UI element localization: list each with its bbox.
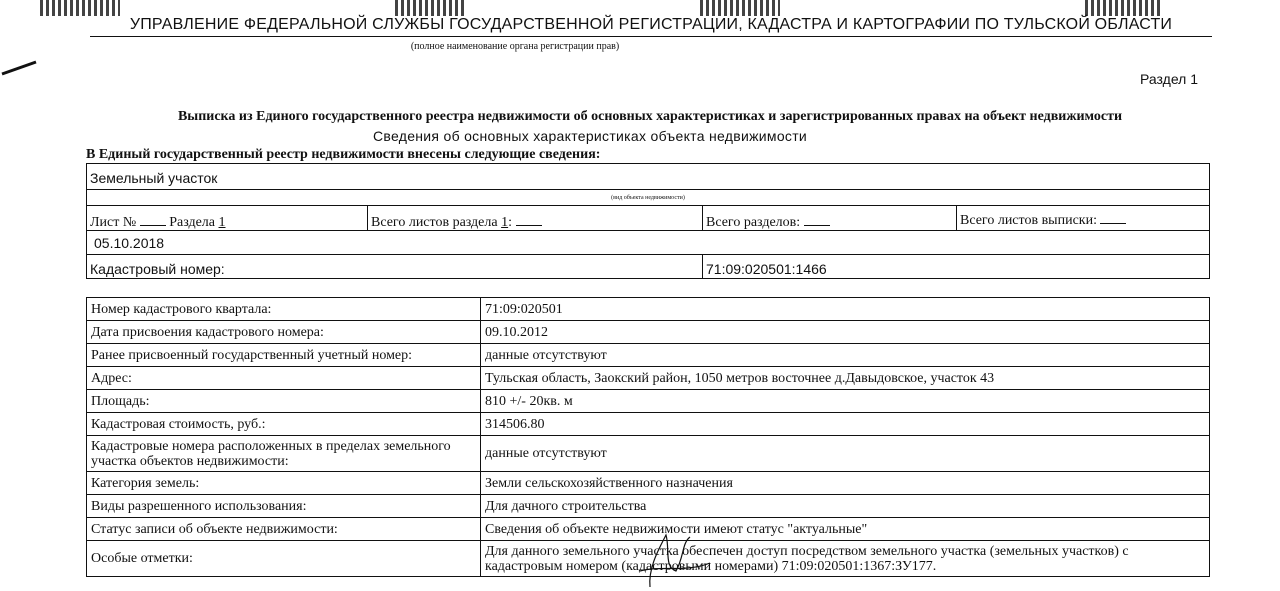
org-caption: (полное наименование органа регистрации прав): [410, 41, 620, 52]
row-value: 09.10.2012: [481, 321, 1210, 344]
extract-date: 05.10.2018: [94, 235, 165, 251]
document-title: Выписка из Единого государственного реестра недвижимости об основных характеристиках и зарегистрированных правах на объект недвижимости: [177, 109, 1123, 124]
org-underline: [90, 36, 1212, 37]
stamp-fragment: [395, 0, 465, 16]
row-label: Площадь:: [87, 390, 481, 413]
header-table: [86, 163, 1210, 279]
table-row: [87, 436, 1210, 472]
row-label: Номер кадастрового квартала:: [87, 298, 481, 321]
table-row: [87, 367, 1210, 390]
org-name: УПРАВЛЕНИЕ ФЕДЕРАЛЬНОЙ СЛУЖБЫ ГОСУДАРСТВЕННОЙ РЕГИСТРАЦИИ, КАДАСТРА И КАРТОГРАФИИ ПО ТУЛЬСКОЙ ОБЛАСТИ: [129, 16, 1173, 33]
row-label: Виды разрешенного использования:: [87, 495, 481, 518]
table-row: [87, 472, 1210, 495]
table-row: [87, 495, 1210, 518]
row-value: данные отсутствуют: [481, 436, 1210, 472]
pen-mark: [0, 50, 40, 80]
stamp-fragment: [1085, 0, 1160, 16]
sheet-number: Лист № Раздела 1: [90, 215, 226, 230]
row-value: Для дачного строительства: [481, 495, 1210, 518]
signature-mark: [600, 527, 730, 591]
table-row: [87, 298, 1210, 321]
row-label: Категория земель:: [87, 472, 481, 495]
total-sheets-extract: Всего листов выписки:: [960, 211, 1126, 229]
row-value: Тульская область, Заокский район, 1050 метров восточнее д.Давыдовское, участок 43: [481, 367, 1210, 390]
stamp-fragment: [40, 0, 120, 16]
object-type: Земельный участок: [90, 170, 218, 186]
object-type-caption: (вид объекта недвижимости): [611, 195, 685, 201]
total-sheets-section: Всего листов раздела 1:: [371, 213, 542, 231]
row-value: Земли сельскохозяйственного назначения: [481, 472, 1210, 495]
table-row: [87, 344, 1210, 367]
row-label: Кадастровая стоимость, руб.:: [87, 413, 481, 436]
section-label: Раздел 1: [1140, 71, 1198, 87]
row-label: Кадастровые номера расположенных в пределах земельного участка объектов недвижимости:: [87, 436, 481, 472]
cadastral-label: Кадастровый номер:: [90, 261, 225, 277]
row-label: Ранее присвоенный государственный учетный номер:: [87, 344, 481, 367]
row-value: Для данного земельного участка обеспечен доступ посредством земельного участка (земельных участков) с кадастровым номером (кадастровыми номерами) 71:09:020501:1367:ЗУ177.: [481, 541, 1210, 577]
table-row: [87, 390, 1210, 413]
row-value: Сведения об объекте недвижимости имеют статус "актуальные": [481, 518, 1210, 541]
row-value: 71:09:020501: [481, 298, 1210, 321]
row-value: 810 +/- 20кв. м: [481, 390, 1210, 413]
intro-text: В Единый государственный реестр недвижимости внесены следующие сведения:: [86, 147, 601, 162]
table-row: [87, 413, 1210, 436]
row-label: Статус записи об объекте недвижимости:: [87, 518, 481, 541]
total-sections: Всего разделов:: [706, 213, 830, 231]
row-label: Особые отметки:: [87, 541, 481, 577]
table-row: [87, 321, 1210, 344]
cadastral-number: 71:09:020501:1466: [706, 261, 827, 277]
row-value: 314506.80: [481, 413, 1210, 436]
document-subtitle: Сведения об основных характеристиках объекта недвижимости: [372, 128, 808, 144]
stamp-fragment: [700, 0, 780, 16]
row-label: Адрес:: [87, 367, 481, 390]
row-value: данные отсутствуют: [481, 344, 1210, 367]
row-label: Дата присвоения кадастрового номера:: [87, 321, 481, 344]
